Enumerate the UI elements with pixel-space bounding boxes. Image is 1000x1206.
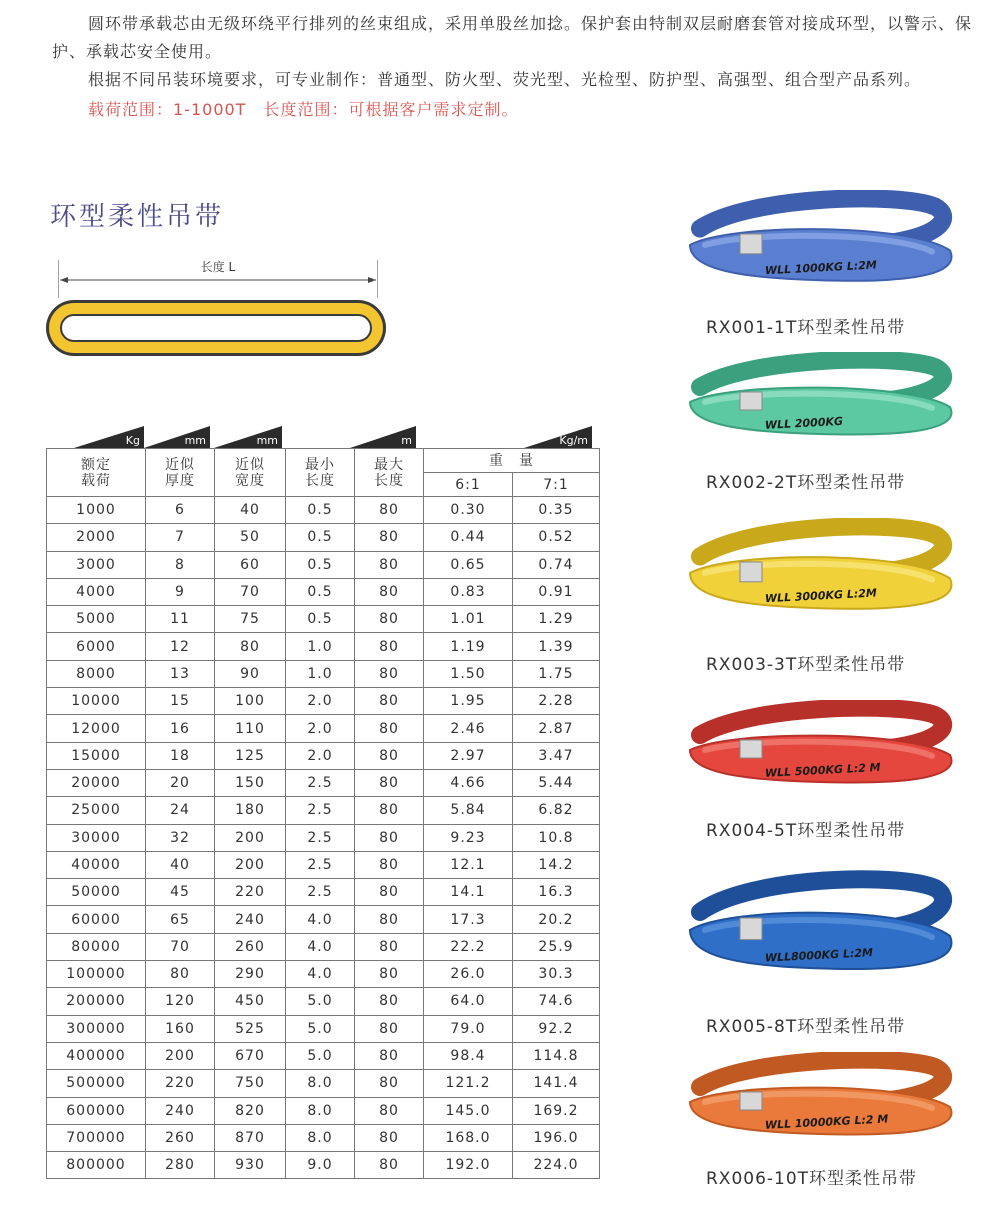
table-cell: 2.0 [286, 742, 355, 769]
table-cell: 20000 [47, 769, 146, 796]
header-min-length: 最小 长度 [286, 449, 355, 497]
table-cell: 220 [215, 879, 286, 906]
table-row [47, 688, 600, 715]
table-row [47, 742, 600, 769]
table-cell: 20 [146, 769, 215, 796]
table-cell: 2.87 [513, 715, 600, 742]
table-cell: 0.5 [286, 524, 355, 551]
table-cell: 200 [215, 824, 286, 851]
table-cell: 80 [355, 769, 424, 796]
table-cell: 30000 [47, 824, 146, 851]
table-cell: 8.0 [286, 1097, 355, 1124]
table-cell: 6 [146, 497, 215, 524]
table-cell: 670 [215, 1042, 286, 1069]
intro-paragraph-1: 圆环带承载芯由无级环绕平行排列的丝束组成，采用单股丝加捻。保护套由特制双层耐磨套管对接成环型，以警示、保护、承载芯安全使用。 [52, 14, 973, 61]
table-cell: 2.0 [286, 715, 355, 742]
table-cell: 18 [146, 742, 215, 769]
table-cell: 80 [355, 1042, 424, 1069]
table-row [47, 660, 600, 687]
table-cell: 180 [215, 797, 286, 824]
table-row [47, 606, 600, 633]
table-cell: 80 [215, 633, 286, 660]
product-caption: RX005-8T环型柔性吊带 [706, 1017, 906, 1037]
table-cell: 65 [146, 906, 215, 933]
table-cell: 0.74 [513, 551, 600, 578]
table-cell: 290 [215, 961, 286, 988]
table-cell: 1.39 [513, 633, 600, 660]
table-cell: 5.0 [286, 1042, 355, 1069]
table-row [47, 851, 600, 878]
table-cell: 1000 [47, 497, 146, 524]
table-row [47, 633, 600, 660]
table-cell: 750 [215, 1070, 286, 1097]
table-row [47, 1097, 600, 1124]
table-cell: 525 [215, 1015, 286, 1042]
table-cell: 50 [215, 524, 286, 551]
table-cell: 0.52 [513, 524, 600, 551]
table-cell: 80 [355, 606, 424, 633]
length-dimension [58, 258, 378, 298]
table-cell: 80 [355, 524, 424, 551]
table-cell: 80 [355, 1097, 424, 1124]
table-cell: 80 [355, 988, 424, 1015]
table-cell: 9.0 [286, 1152, 355, 1179]
table-cell: 160 [146, 1015, 215, 1042]
sling-photo [670, 700, 970, 800]
table-cell: 80 [355, 906, 424, 933]
table-row [47, 1124, 600, 1151]
table-cell: 20.2 [513, 906, 600, 933]
table-cell: 9.23 [424, 824, 513, 851]
table-cell: 50000 [47, 879, 146, 906]
table-cell: 200 [146, 1042, 215, 1069]
table-cell: 5.84 [424, 797, 513, 824]
table-row [47, 769, 600, 796]
table-cell: 80 [355, 633, 424, 660]
table-cell: 2.5 [286, 824, 355, 851]
intro-text [52, 10, 982, 124]
header-width: 近似 宽度 [215, 449, 286, 497]
unit-thickness: mm [144, 426, 210, 448]
table-cell: 200 [215, 851, 286, 878]
table-cell: 60000 [47, 906, 146, 933]
table-cell: 80000 [47, 933, 146, 960]
header-weight: 重 量 [424, 449, 600, 473]
spec-table [46, 448, 600, 1179]
table-cell: 10000 [47, 688, 146, 715]
table-row [47, 797, 600, 824]
table-cell: 4.0 [286, 961, 355, 988]
table-cell: 16 [146, 715, 215, 742]
unit-width: mm [214, 426, 282, 448]
table-cell: 1.0 [286, 660, 355, 687]
table-row [47, 497, 600, 524]
header-load: 额定 载荷 [47, 449, 146, 497]
table-cell: 15000 [47, 742, 146, 769]
table-cell: 80 [355, 1070, 424, 1097]
table-cell: 8 [146, 551, 215, 578]
table-cell: 92.2 [513, 1015, 600, 1042]
table-cell: 2.5 [286, 797, 355, 824]
table-cell: 450 [215, 988, 286, 1015]
table-cell: 1.50 [424, 660, 513, 687]
table-cell: 2.28 [513, 688, 600, 715]
table-cell: 5000 [47, 606, 146, 633]
table-cell: 98.4 [424, 1042, 513, 1069]
table-cell: 80 [146, 961, 215, 988]
table-cell: 22.2 [424, 933, 513, 960]
table-cell: 141.4 [513, 1070, 600, 1097]
table-row [47, 879, 600, 906]
length-label: 长度 L [200, 260, 236, 274]
intro-paragraph-2: 根据不同吊装环境要求，可专业制作：普通型、防火型、荧光型、光检型、防护型、高强型、组合型产品系列。 [88, 70, 922, 89]
table-cell: 4.0 [286, 906, 355, 933]
table-cell: 0.65 [424, 551, 513, 578]
table-cell: 2.5 [286, 769, 355, 796]
header-ratio-6-1: 6:1 [424, 473, 513, 497]
table-row [47, 551, 600, 578]
table-cell: 100000 [47, 961, 146, 988]
table-row [47, 933, 600, 960]
table-cell: 80 [355, 851, 424, 878]
table-cell: 120 [146, 988, 215, 1015]
table-cell: 0.5 [286, 606, 355, 633]
table-cell: 240 [146, 1097, 215, 1124]
table-cell: 224.0 [513, 1152, 600, 1179]
table-cell: 192.0 [424, 1152, 513, 1179]
table-cell: 0.5 [286, 578, 355, 605]
table-row [47, 578, 600, 605]
table-cell: 240 [215, 906, 286, 933]
spec-table-body [47, 497, 600, 1179]
table-cell: 70 [146, 933, 215, 960]
table-cell: 280 [146, 1152, 215, 1179]
table-cell: 32 [146, 824, 215, 851]
table-cell: 870 [215, 1124, 286, 1151]
table-cell: 80 [355, 715, 424, 742]
table-cell: 168.0 [424, 1124, 513, 1151]
unit-load: Kg [74, 426, 144, 448]
table-cell: 12.1 [424, 851, 513, 878]
table-cell: 200000 [47, 988, 146, 1015]
table-cell: 150 [215, 769, 286, 796]
table-cell: 2.97 [424, 742, 513, 769]
table-cell: 121.2 [424, 1070, 513, 1097]
table-cell: 220 [146, 1070, 215, 1097]
table-cell: 30.3 [513, 961, 600, 988]
table-cell: 5.44 [513, 769, 600, 796]
table-cell: 25000 [47, 797, 146, 824]
table-cell: 40 [215, 497, 286, 524]
product-caption: RX002-2T环型柔性吊带 [706, 473, 906, 493]
sling-print-text: WLL 10000KG L:2 M [764, 1112, 889, 1132]
table-cell: 75 [215, 606, 286, 633]
table-cell: 64.0 [424, 988, 513, 1015]
table-cell: 80 [355, 742, 424, 769]
table-cell: 8.0 [286, 1070, 355, 1097]
table-cell: 79.0 [424, 1015, 513, 1042]
table-cell: 1.75 [513, 660, 600, 687]
sling-print-text: WLL 2000KG [764, 414, 844, 432]
table-cell: 10.8 [513, 824, 600, 851]
sling-print-text: WLL 1000KG L:2M [764, 258, 878, 278]
table-cell: 80 [355, 1152, 424, 1179]
table-cell: 80 [355, 824, 424, 851]
table-cell: 196.0 [513, 1124, 600, 1151]
table-cell: 700000 [47, 1124, 146, 1151]
table-cell: 2.5 [286, 879, 355, 906]
table-cell: 169.2 [513, 1097, 600, 1124]
table-cell: 400000 [47, 1042, 146, 1069]
table-cell: 7 [146, 524, 215, 551]
table-row [47, 824, 600, 851]
table-cell: 40000 [47, 851, 146, 878]
table-cell: 3.47 [513, 742, 600, 769]
table-cell: 0.30 [424, 497, 513, 524]
table-cell: 5.0 [286, 988, 355, 1015]
table-cell: 9 [146, 578, 215, 605]
table-cell: 260 [146, 1124, 215, 1151]
table-cell: 2.0 [286, 688, 355, 715]
table-cell: 80 [355, 551, 424, 578]
table-cell: 80 [355, 933, 424, 960]
table-cell: 80 [355, 1124, 424, 1151]
table-cell: 114.8 [513, 1042, 600, 1069]
table-cell: 930 [215, 1152, 286, 1179]
table-cell: 1.95 [424, 688, 513, 715]
unit-row [46, 426, 592, 448]
table-cell: 1.19 [424, 633, 513, 660]
header-ratio-7-1: 7:1 [513, 473, 600, 497]
table-cell: 0.91 [513, 578, 600, 605]
section-title: 环型柔性吊带 [50, 202, 225, 232]
table-cell: 145.0 [424, 1097, 513, 1124]
table-cell: 74.6 [513, 988, 600, 1015]
sling-photo [670, 352, 970, 452]
sling-photo [670, 870, 970, 990]
table-cell: 80 [355, 688, 424, 715]
table-cell: 110 [215, 715, 286, 742]
table-cell: 8000 [47, 660, 146, 687]
table-row [47, 1152, 600, 1179]
table-cell: 80 [355, 497, 424, 524]
sling-print-text: WLL 5000KG L:2 M [764, 760, 881, 780]
table-row [47, 715, 600, 742]
table-cell: 0.83 [424, 578, 513, 605]
unit-length: m [350, 426, 416, 448]
table-cell: 4.66 [424, 769, 513, 796]
table-row [47, 524, 600, 551]
table-cell: 1.0 [286, 633, 355, 660]
table-cell: 4.0 [286, 933, 355, 960]
table-cell: 90 [215, 660, 286, 687]
table-cell: 300000 [47, 1015, 146, 1042]
table-cell: 13 [146, 660, 215, 687]
table-cell: 0.44 [424, 524, 513, 551]
product-caption: RX004-5T环型柔性吊带 [706, 821, 906, 841]
table-cell: 60 [215, 551, 286, 578]
table-cell: 0.5 [286, 497, 355, 524]
table-row [47, 1015, 600, 1042]
table-cell: 16.3 [513, 879, 600, 906]
table-cell: 80 [355, 578, 424, 605]
table-row [47, 1042, 600, 1069]
table-cell: 5.0 [286, 1015, 355, 1042]
unit-weight: Kg/m [524, 426, 592, 448]
sling-photo [670, 518, 970, 628]
dimension-arrow-icon [58, 258, 378, 298]
sling-print-text: WLL8000KG L:2M [764, 946, 874, 965]
table-cell: 14.1 [424, 879, 513, 906]
table-cell: 0.35 [513, 497, 600, 524]
table-row [47, 961, 600, 988]
table-cell: 12000 [47, 715, 146, 742]
table-cell: 6.82 [513, 797, 600, 824]
sling-photo [670, 190, 970, 300]
table-cell: 2000 [47, 524, 146, 551]
table-cell: 600000 [47, 1097, 146, 1124]
table-cell: 25.9 [513, 933, 600, 960]
table-cell: 45 [146, 879, 215, 906]
table-cell: 24 [146, 797, 215, 824]
table-cell: 17.3 [424, 906, 513, 933]
table-row [47, 1070, 600, 1097]
table-cell: 0.5 [286, 551, 355, 578]
table-row [47, 906, 600, 933]
table-cell: 1.01 [424, 606, 513, 633]
header-max-length: 最大 长度 [355, 449, 424, 497]
table-cell: 4000 [47, 578, 146, 605]
table-cell: 80 [355, 1015, 424, 1042]
table-cell: 800000 [47, 1152, 146, 1179]
table-cell: 80 [355, 879, 424, 906]
table-cell: 1.29 [513, 606, 600, 633]
table-cell: 80 [355, 961, 424, 988]
table-cell: 11 [146, 606, 215, 633]
round-sling-diagram [46, 300, 386, 356]
table-cell: 14.2 [513, 851, 600, 878]
table-cell: 2.46 [424, 715, 513, 742]
table-cell: 26.0 [424, 961, 513, 988]
table-cell: 80 [355, 797, 424, 824]
table-cell: 3000 [47, 551, 146, 578]
product-caption: RX001-1T环型柔性吊带 [706, 318, 906, 338]
table-cell: 260 [215, 933, 286, 960]
range-note: 载荷范围：1-1000T 长度范围：可根据客户需求定制。 [88, 100, 519, 119]
table-cell: 8.0 [286, 1124, 355, 1151]
sling-print-text: WLL 3000KG L:2M [764, 586, 878, 606]
table-cell: 40 [146, 851, 215, 878]
table-cell: 125 [215, 742, 286, 769]
header-thickness: 近似 厚度 [146, 449, 215, 497]
table-cell: 6000 [47, 633, 146, 660]
table-cell: 100 [215, 688, 286, 715]
table-cell: 500000 [47, 1070, 146, 1097]
product-caption: RX006-10T环型柔性吊带 [706, 1169, 918, 1189]
sling-photo [670, 1052, 970, 1152]
table-row [47, 988, 600, 1015]
table-cell: 12 [146, 633, 215, 660]
product-caption: RX003-3T环型柔性吊带 [706, 655, 906, 675]
table-cell: 2.5 [286, 851, 355, 878]
table-cell: 80 [355, 660, 424, 687]
table-cell: 70 [215, 578, 286, 605]
table-cell: 820 [215, 1097, 286, 1124]
table-cell: 15 [146, 688, 215, 715]
